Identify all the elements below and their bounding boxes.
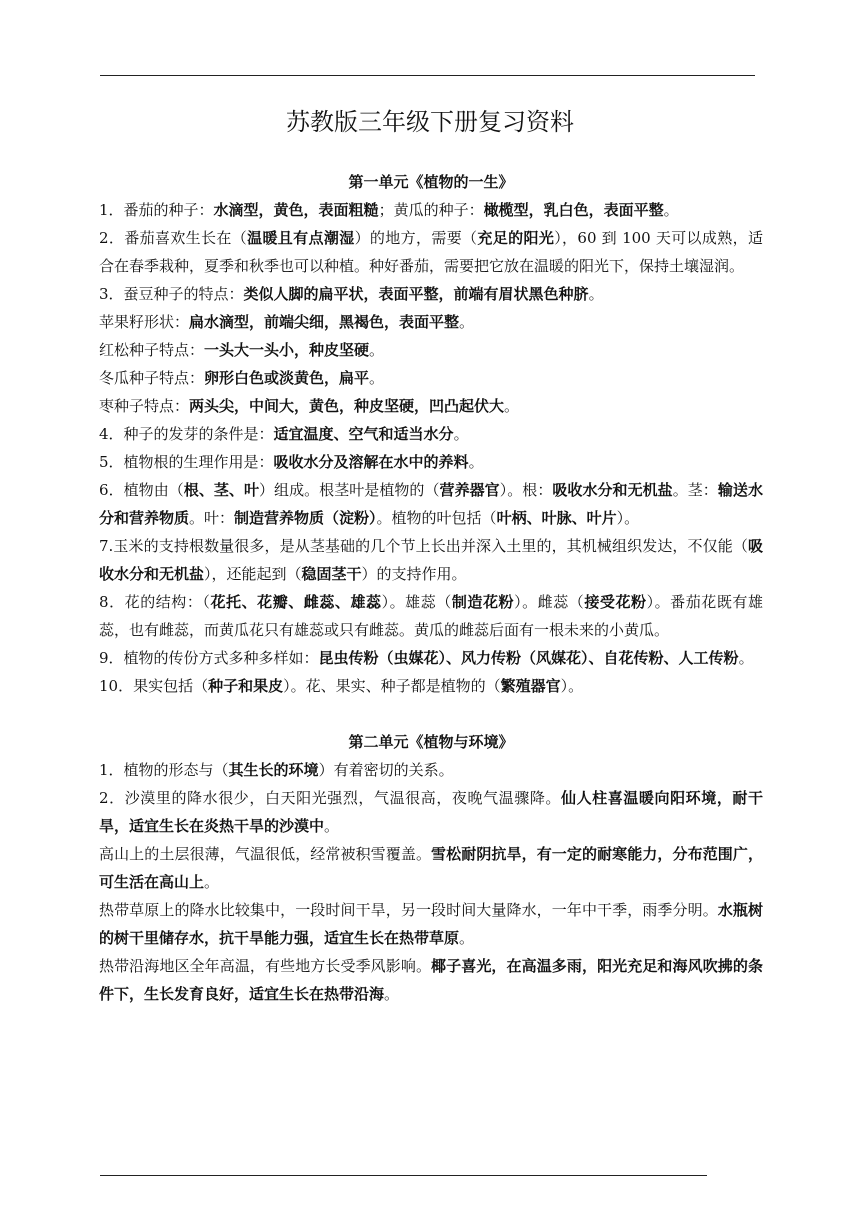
paragraph: [99, 196, 763, 224]
text-run: 枣种子特点：: [99, 397, 190, 415]
paragraph: [99, 476, 763, 532]
bold-text: 昆虫传粉（虫媒花）、风力传粉（风媒花）、自花传粉、人工传粉: [318, 649, 739, 667]
text-run: 。: [453, 425, 469, 443]
text-run: 2．番茄喜欢生长在（: [99, 229, 248, 247]
bold-text: 适宜温度、空气和适当水分: [273, 425, 454, 443]
paragraph: [99, 896, 763, 952]
paragraph: [99, 308, 763, 336]
paragraph: [99, 420, 763, 448]
text-run: ）。雌蕊（: [514, 593, 585, 611]
text-run: 热带草原上的降水比较集中，一段时间干旱，另一段时间大量降水，一年中干季，雨季分明。: [99, 901, 718, 919]
text-run: 。: [324, 817, 340, 835]
text-run: ）。: [616, 509, 640, 527]
text-run: 。: [663, 201, 679, 219]
bold-text: 种子和果皮: [208, 677, 284, 695]
text-run: 热带沿海地区全年高温，有些地方长受季风影响。: [99, 957, 432, 975]
paragraph: [99, 840, 763, 896]
bold-text: 雪松耐阴抗旱，有一定的耐寒能力，分布范围广，可生活在高山上: [99, 845, 763, 891]
text-run: ）组成。根茎叶是植物的（: [259, 481, 440, 499]
bold-text: 吸收水分及溶解在水中的养料: [273, 453, 469, 471]
bold-text: 橄榄型，乳白色，表面平整: [483, 201, 664, 219]
text-run: 。: [468, 453, 484, 471]
bold-text: 吸收水分和无机盐: [552, 481, 673, 499]
text-run: 。: [738, 649, 754, 667]
text-run: ），60 到 100 天可以成熟，适合在春季栽种，夏季和秋季也可以种植。种好番茄，需要把它放在温暖的阳光下，保持土壤湿润。: [99, 229, 763, 275]
bold-text: 接受花粉: [584, 593, 647, 611]
text-run: 高山上的土层很薄，气温很低，经常被积雪覆盖。: [99, 845, 432, 863]
text-run: 5．植物根的生理作用是：: [99, 453, 274, 471]
paragraph: [99, 336, 763, 364]
bold-text: 充足的阳光: [477, 229, 555, 247]
paragraph: [99, 364, 763, 392]
text-run: 10．果实包括（: [99, 677, 209, 695]
text-run: ；黄瓜的种子：: [378, 201, 484, 219]
bold-text: 两头尖，中间大，黄色，种皮坚硬，凹凸起伏大: [189, 397, 505, 415]
text-run: 。植物的叶包括（: [376, 509, 497, 527]
text-run: 4．种子的发芽的条件是：: [99, 425, 274, 443]
bold-text: 水瓶树的树干里储存水，抗干旱能力强，适宜生长在热带草原: [99, 901, 763, 947]
paragraph: [99, 644, 763, 672]
text-run: ）的支持作用。: [361, 565, 467, 583]
text-run: ）。番茄花既有雄蕊，也有雌蕊，而黄瓜花只有雄蕊或只有雌蕊。黄瓜的雌蕊后面有一根未来的小黄瓜。: [99, 593, 763, 639]
bold-text: 叶柄、叶脉、叶片: [496, 509, 617, 527]
bold-text: 仙人柱喜温暖向阳环境，耐干旱，适宜生长在炎热干旱的沙漠中: [99, 789, 763, 835]
text-run: 。: [384, 985, 400, 1003]
text-run: 。: [459, 929, 475, 947]
section-unit1-body: [99, 196, 763, 700]
bold-text: 水滴型，黄色，表面粗糙: [213, 201, 379, 219]
bold-text: 椰子喜光，在高温多雨，阳光充足和海风吹拂的条件下，生长发育良好，适宜生长在热带沿海: [99, 957, 763, 1003]
text-run: 。: [588, 285, 604, 303]
document-title: 苏教版三年级下册复习资料: [286, 108, 574, 136]
text-run: ）的地方，需要（: [354, 229, 478, 247]
bold-text: 吸收水分和无机盐: [99, 537, 763, 583]
text-run: 。: [459, 313, 475, 331]
section-heading-unit1: 第一单元《植物的一生》: [348, 173, 514, 191]
paragraph: [99, 588, 763, 644]
bold-text: 其生长的环境: [228, 761, 319, 779]
bold-text: 制造花粉: [451, 593, 515, 611]
text-run: ）有着密切的关系。: [318, 761, 454, 779]
text-run: 。叶：: [189, 509, 235, 527]
text-run: 。: [204, 873, 220, 891]
text-run: 9．植物的传份方式多种多样如：: [99, 649, 319, 667]
text-run: 。茎：: [672, 481, 718, 499]
text-run: ），还能起到（: [204, 565, 302, 583]
text-run: 6．植物由（: [99, 481, 184, 499]
bold-text: 扁水滴型，前端尖细，黑褐色，表面平整: [189, 313, 460, 331]
paragraph: [99, 448, 763, 476]
bold-text: 营养器官: [439, 481, 500, 499]
text-run: 。: [504, 397, 520, 415]
paragraph: [99, 756, 763, 784]
bold-text: 花托、花瓣、雌蕊、雄蕊: [210, 593, 382, 611]
paragraph: [99, 280, 763, 308]
text-run: 苹果籽形状：: [99, 313, 190, 331]
paragraph: [99, 532, 763, 588]
text-run: 1．番茄的种子：: [99, 201, 214, 219]
text-run: 。: [369, 341, 385, 359]
bold-text: 类似人脚的扁平状，表面平整，前端有眉状黑色种脐: [243, 285, 589, 303]
paragraph: [99, 784, 763, 840]
bold-text: 稳固茎干: [301, 565, 362, 583]
document-body: [99, 168, 763, 1008]
bold-text: 一头大一头小，种皮坚硬: [204, 341, 370, 359]
section-unit2-body: [99, 756, 763, 1008]
text-run: ）。雄蕊（: [381, 593, 452, 611]
paragraph: [99, 672, 763, 700]
text-run: 红松种子特点：: [99, 341, 205, 359]
section-heading-unit2: 第二单元《植物与环境》: [348, 733, 514, 751]
paragraph: [99, 952, 763, 1008]
text-run: 冬瓜种子特点：: [99, 369, 205, 387]
bold-text: 制造营养物质（淀粉）: [234, 509, 377, 527]
text-run: ）。根：: [499, 481, 553, 499]
paragraph: [99, 392, 763, 420]
bold-text: 卵形白色或淡黄色，扁平: [204, 369, 370, 387]
header-rule: [100, 75, 755, 76]
bold-text: 输送水分和营养物质: [99, 481, 763, 527]
bold-text: 繁殖器官: [500, 677, 561, 695]
text-run: 3．蚕豆种子的特点：: [99, 285, 244, 303]
bold-text: 根、茎、叶: [183, 481, 260, 499]
text-run: 8．花的结构：（: [99, 593, 211, 611]
text-run: ）。花、果实、种子都是植物的（: [283, 677, 501, 695]
text-run: 1．植物的形态与（: [99, 761, 229, 779]
paragraph: [99, 224, 763, 280]
text-run: ）。: [560, 677, 584, 695]
text-run: 2．沙漠里的降水很少，白天阳光强烈，气温很高，夜晚气温骤降。: [99, 789, 562, 807]
bold-text: 温暖且有点潮湿: [247, 229, 355, 247]
footer-rule: [100, 1175, 707, 1176]
section-gap: [99, 700, 763, 728]
text-run: 7.玉米的支持根数量很多，是从茎基础的几个节上长出并深入土里的，其机械组织发达，不仅能（: [99, 537, 748, 555]
text-run: 。: [369, 369, 385, 387]
